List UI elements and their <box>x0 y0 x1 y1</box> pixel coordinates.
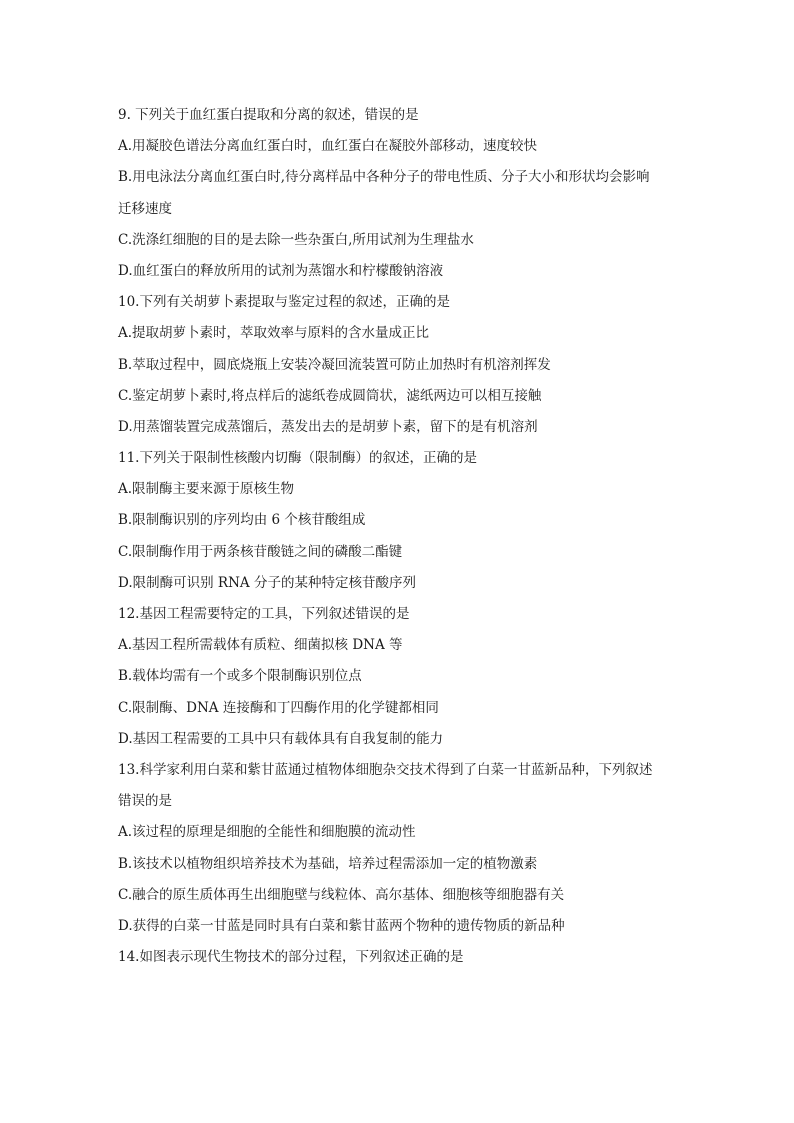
option-d: D.获得的白菜一甘蓝是同时具有白菜和紫甘蓝两个物种的遗传物质的新品种 <box>118 917 565 934</box>
option-a: A.用凝胶色谱法分离血红蛋白时，血红蛋白在凝胶外部移动，速度较快 <box>118 138 538 155</box>
question-stem: 9. 下列关于血红蛋白提取和分离的叙述，错误的是 <box>118 107 419 123</box>
question-10 <box>118 287 678 443</box>
question-stem: 13.科学家利用白菜和紫甘蓝通过植物体细胞杂交技术得到了白菜一甘蓝新品种，下列叙述 <box>118 761 653 778</box>
document-page <box>118 100 678 973</box>
option-c: C.鉴定胡萝卜素时,将点样后的滤纸卷成圆筒状，滤纸两边可以相互接触 <box>118 387 542 404</box>
option-b: B.载体均需有一个或多个限制酶识别位点 <box>118 668 362 685</box>
option-b: B.限制酶识别的序列均由 6 个核苷酸组成 <box>118 512 366 529</box>
option-d: D.血红蛋白的释放所用的试剂为蒸馏水和柠檬酸钠溶液 <box>118 262 444 279</box>
question-stem: 10.下列有关胡萝卜素提取与鉴定过程的叙述，正确的是 <box>118 294 450 311</box>
option-a: A.提取胡萝卜素时，萃取效率与原料的含水量成正比 <box>118 325 430 342</box>
question-13 <box>118 755 678 942</box>
option-d: D.基因工程需要的工具中只有载体具有自我复制的能力 <box>118 730 444 747</box>
question-9 <box>118 100 678 287</box>
question-14 <box>118 942 678 973</box>
question-11 <box>118 443 678 599</box>
option-b: B.萃取过程中，圆底烧瓶上安装冷凝回流装置可防止加热时有机溶剂挥发 <box>118 356 551 373</box>
question-stem: 12.基因工程需要特定的工具，下列叙述错误的是 <box>118 606 410 622</box>
question-12 <box>118 599 678 755</box>
question-stem-continued: 错误的是 <box>118 793 172 810</box>
option-a: A.基因工程所需载体有质粒、细菌拟核 DNA 等 <box>118 637 403 654</box>
option-c: C.融合的原生质体再生出细胞壁与线粒体、高尔基体、细胞核等细胞器有关 <box>118 886 565 903</box>
option-d: D.限制酶可识别 RNA 分子的某种特定核苷酸序列 <box>118 574 416 591</box>
option-b: B.该技术以植物组织培养技术为基础，培养过程需添加一定的植物激素 <box>118 855 538 872</box>
option-a: A.该过程的原理是细胞的全能性和细胞膜的流动性 <box>118 824 416 841</box>
question-stem: 14.如图表示现代生物技术的部分过程，下列叙述正确的是 <box>118 949 464 966</box>
option-b-continued: 迁移速度 <box>118 200 172 217</box>
option-a: A.限制酶主要来源于原核生物 <box>118 481 295 498</box>
option-b: B.用电泳法分离血红蛋白时,待分离样品中各种分子的带电性质、分子大小和形状均会影响 <box>118 169 650 186</box>
option-c: C.限制酶、DNA 连接酶和丁四酶作用的化学键都相同 <box>118 699 439 716</box>
option-c: C.限制酶作用于两条核苷酸链之间的磷酸二酯键 <box>118 543 403 560</box>
option-c: C.洗涤红细胞的目的是去除一些杂蛋白,所用试剂为生理盐水 <box>118 231 474 248</box>
question-stem: 11.下列关于限制性核酸内切酶（限制酶）的叙述，正确的是 <box>118 450 477 467</box>
option-d: D.用蒸馏装置完成蒸馏后，蒸发出去的是胡萝卜素，留下的是有机溶剂 <box>118 418 538 435</box>
